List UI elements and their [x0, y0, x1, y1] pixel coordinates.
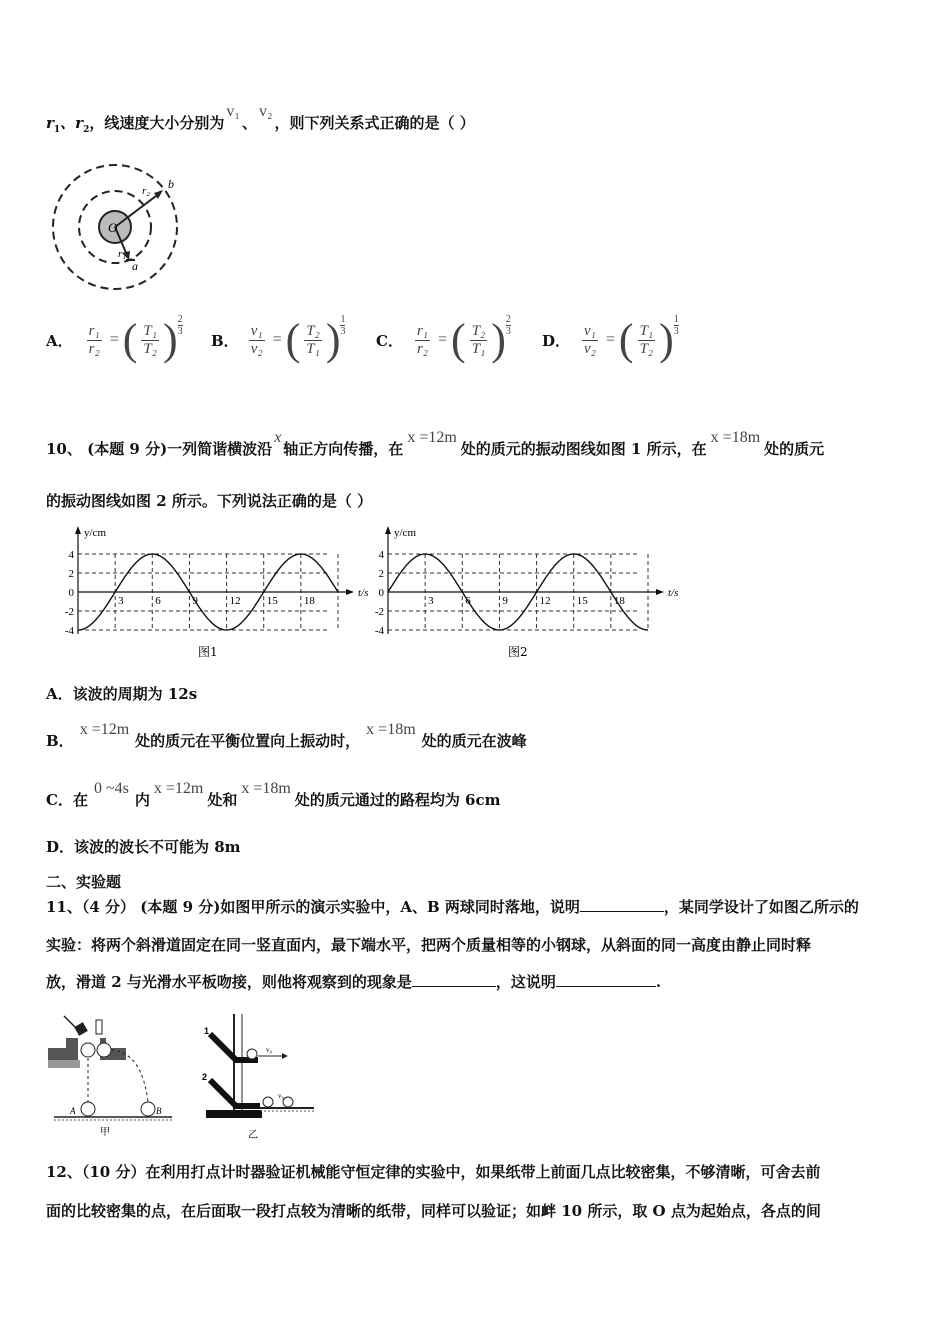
q10-option-b[interactable]: B．x =12m处的质元在平衡位置向上振动时，x =18m处的质元在波峰	[46, 721, 527, 750]
x-axis-arrow	[656, 589, 664, 595]
y-tick-label: -4	[64, 625, 74, 637]
q10-option-c[interactable]: C．在0 ~4s内x =12m处和x =18m处的质元通过的路程均为 6cm	[46, 780, 501, 809]
q10-stem-line1: 10、 (本题 9 分)一列简谐横波沿x轴正方向传播，在x =12m处的质元的振动图线如图 1 所示，在x =18m处的质元	[46, 429, 825, 458]
y-tick-label: 2	[68, 568, 74, 580]
orbit-diagram	[50, 160, 185, 295]
q9-option-c[interactable]: C． $\frac{\text{r₁}}{\text{r₂}}$ = ( $\frac{\text{T₂}}{\text{T₁}}$ ) 2 3	[376, 314, 511, 364]
x-axis-arrow	[346, 589, 354, 595]
q11-blank-2[interactable]	[412, 974, 496, 987]
svg-text:v₀: v₀	[278, 1092, 284, 1100]
q11-line1: 11、（4 分） (本题 9 分)如图甲所示的演示实验中，A、B 两球同时落地，说明 ，某同学设计了如图乙所示的	[46, 898, 859, 916]
hammer-head	[74, 1022, 88, 1036]
x-tick-label: 9	[502, 595, 508, 607]
svg-text:v₀: v₀	[266, 1046, 272, 1054]
y-tick-label: -4	[374, 625, 384, 637]
x-tick-label: 18	[303, 595, 315, 607]
x-tick-label: 9	[192, 595, 198, 607]
y-tick-label: -2	[374, 606, 384, 618]
q11-line2: 实验：将两个斜滑道固定在同一竖直面内，最下端水平，把两个质量相等的小钢球，从斜面的同一高度由静止同时释	[46, 936, 812, 954]
x-tick-label: 3	[428, 595, 434, 607]
chart-title: 图2	[508, 645, 528, 659]
ball-a	[81, 1102, 95, 1116]
y-tick-label: 0	[378, 587, 384, 599]
q9-option-b[interactable]: B． $\frac{\text{v₁}}{\text{v₂}}$ = ( $\frac{\text{T₂}}{\text{T₁}}$ ) 1 3	[211, 314, 346, 364]
label-2: 2	[202, 1072, 208, 1082]
y-tick-label: 4	[378, 549, 384, 561]
q10-stem-line2: 的振动图线如图 2 所示。下列说法正确的是（ ）	[46, 492, 373, 510]
figure-yi	[196, 1010, 321, 1145]
q10-option-d[interactable]: D．该波的波长不可能为 8m	[46, 838, 241, 856]
q11-line3: 放，滑道 2 与光滑水平板吻接，则他将观察到的现象是 ，这说明 .	[46, 973, 662, 991]
y-tick-label: 2	[378, 568, 384, 580]
label-a: a	[132, 259, 138, 273]
x-axis-label: t/s	[358, 587, 369, 599]
ball-b	[141, 1102, 155, 1116]
label-a: A	[70, 1106, 76, 1116]
y-axis-label: y/cm	[84, 527, 106, 539]
x-tick-label: 12	[539, 595, 551, 607]
label-1: 1	[204, 1026, 210, 1036]
caption-yi: 乙	[248, 1130, 258, 1141]
q12-line2: 面的比较密集的点，在后面取一段打点较为清晰的纸带，同样可以验证；如衅 10 所示，取 O 点为起始点，各点的间	[46, 1202, 821, 1220]
q12-line1: 12、（10 分）在利用打点计时器验证机械能守恒定律的实验中，如果纸带上前面几点比较密集，不够清晰，可舍去前	[46, 1163, 821, 1181]
figure-jia	[44, 1008, 179, 1143]
q9-option-a[interactable]: A． $\frac{\text{r₁}}{\text{r₂}}$ = ( $\frac{\text{T₁}}{\text{T₂}}$ ) 2 3	[46, 314, 183, 364]
label-O: O	[108, 220, 118, 235]
y-tick-label: 4	[68, 549, 74, 561]
label-b: b	[168, 177, 174, 191]
x-tick-label: 6	[465, 595, 471, 607]
y-tick-label: 0	[68, 587, 74, 599]
q9-option-d[interactable]: D． $\frac{\text{v₁}}{\text{v₂}}$ = ( $\frac{\text{T₁}}{\text{T₂}}$ ) 1 3	[542, 314, 679, 364]
x-tick-label: 15	[266, 595, 278, 607]
q11-blank-3[interactable]	[556, 974, 656, 987]
x-tick-label: 15	[576, 595, 588, 607]
q9-stem: $r_1$、$r_2$，线速度大小分别为v₁、v₂，则下列关系式正确的是（ ）	[46, 103, 475, 135]
y-axis-arrow	[75, 526, 81, 534]
r2-arrow	[115, 193, 160, 227]
x-tick-label: 12	[229, 595, 241, 607]
vibration-graphs	[56, 520, 696, 668]
chart-title: 图1	[198, 645, 218, 659]
label-b: B	[156, 1106, 162, 1116]
q11-blank-1[interactable]	[580, 899, 664, 912]
v1-symbol: v₁	[226, 103, 240, 120]
x-tick-label: 3	[118, 595, 124, 607]
y-axis-arrow	[385, 526, 391, 534]
caption-jia: 甲	[100, 1127, 110, 1138]
v2-symbol: v₂	[258, 103, 273, 120]
q10-option-a[interactable]: A．该波的周期为 12s	[46, 685, 198, 703]
x-tick-label: 6	[155, 595, 161, 607]
x-axis-label: t/s	[668, 587, 679, 599]
y-tick-label: -2	[64, 606, 74, 618]
section-heading: 二、实验题	[46, 873, 122, 891]
label-r1: r₁	[118, 248, 127, 260]
y-axis-label: y/cm	[394, 527, 416, 539]
label-r2: r₂	[142, 185, 151, 197]
x-tick-label: 18	[613, 595, 625, 607]
